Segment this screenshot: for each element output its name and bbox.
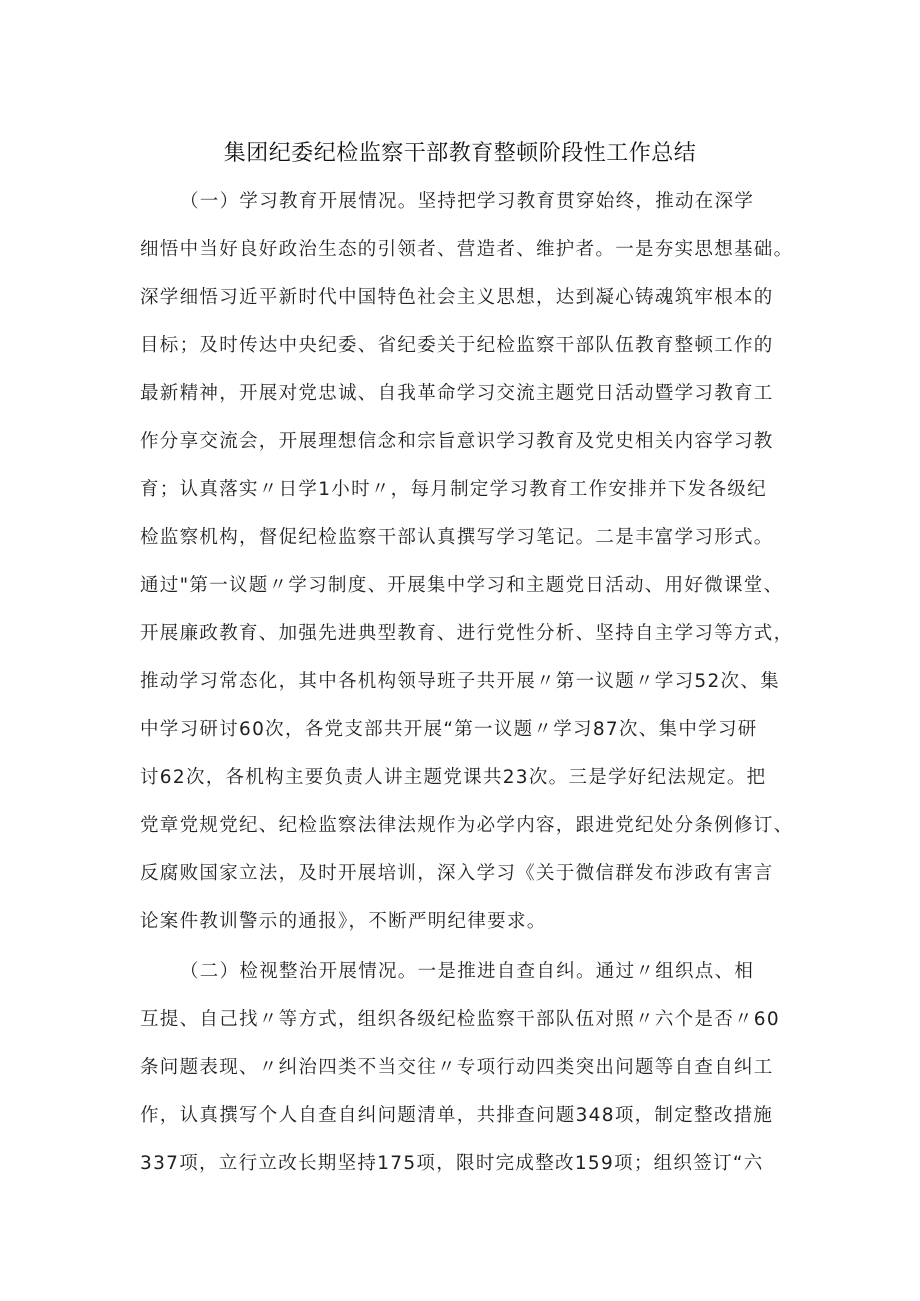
paragraph-2 — [140, 948, 800, 1188]
text-line: 最新精神，开展对党忠诚、自我革命学习交流主题党日活动暨学习教育工 — [140, 383, 774, 404]
text-line: 党章党规党纪、纪检监察法律法规作为必学内容，跟进党纪处分条例修订、 — [140, 815, 794, 836]
text-line: 论案件教训警示的通报》，不断严明纪律要求。 — [140, 911, 547, 932]
text-line: 通过"第一议题〃学习制度、开展集中学习和主题党日活动、用好微课堂、 — [140, 575, 784, 596]
text-line: 作，认真撰写个人自查自纠问题清单，共排查问题348项，制定整改措施 — [140, 1105, 774, 1126]
text-line: 开展廉政教育、加强先进典型教育、进行党性分析、坚持自主学习等方式， — [140, 623, 794, 644]
text-line: （一）学习教育开展情况。坚持把学习教育贯穿始终，推动在深学 — [180, 191, 755, 212]
text-line: 反腐败国家立法，及时开展培训，深入学习《关于微信群发布涉政有害言 — [140, 863, 774, 884]
text-line: 推动学习常态化，其中各机构领导班子共开展〃第一议题〃学习52次、集 — [140, 671, 780, 692]
text-line: 作分享交流会，开展理想信念和宗旨意识学习教育及党史相关内容学习教 — [140, 431, 774, 452]
text-line: 检监察机构，督促纪检监察干部认真撰写学习笔记。二是丰富学习形式。 — [140, 527, 774, 548]
text-line: 目标；及时传达中央纪委、省纪委关于纪检监察干部队伍教育整顿工作的 — [140, 335, 774, 356]
text-line: 中学习研讨60次，各党支部共开展“第一议题〃学习87次、集中学习研 — [140, 719, 758, 740]
text-line: 讨62次，各机构主要负责人讲主题党课共23次。三是学好纪法规定。把 — [140, 767, 767, 788]
paragraph-1 — [140, 178, 800, 946]
document-title: 集团纪委纪检监察干部教育整顿阶段性工作总结 — [223, 141, 697, 166]
text-line: 深学细悟习近平新时代中国特色社会主义思想，达到凝心铸魂筑牢根本的 — [140, 287, 774, 308]
text-line: 互提、自己找〃等方式，组织各级纪检监察干部队伍对照〃六个是否〃60 — [140, 1009, 780, 1030]
text-line: 条问题表现、〃纠治四类不当交往〃专项行动四类突出问题等自查自纠工 — [140, 1057, 774, 1078]
text-line: 育；认真落实〃日学1小时〃，每月制定学习教育工作安排并下发各级纪 — [140, 479, 767, 500]
text-line: （二）检视整治开展情况。一是推进自查自纠。通过〃组织点、相 — [180, 961, 755, 982]
text-line: 细悟中当好良好政治生态的引领者、营造者、维护者。一是夯实思想基础。 — [140, 239, 794, 260]
text-line: 337项，立行立改长期坚持175项，限时完成整改159项；组织签订“六 — [140, 1153, 764, 1174]
